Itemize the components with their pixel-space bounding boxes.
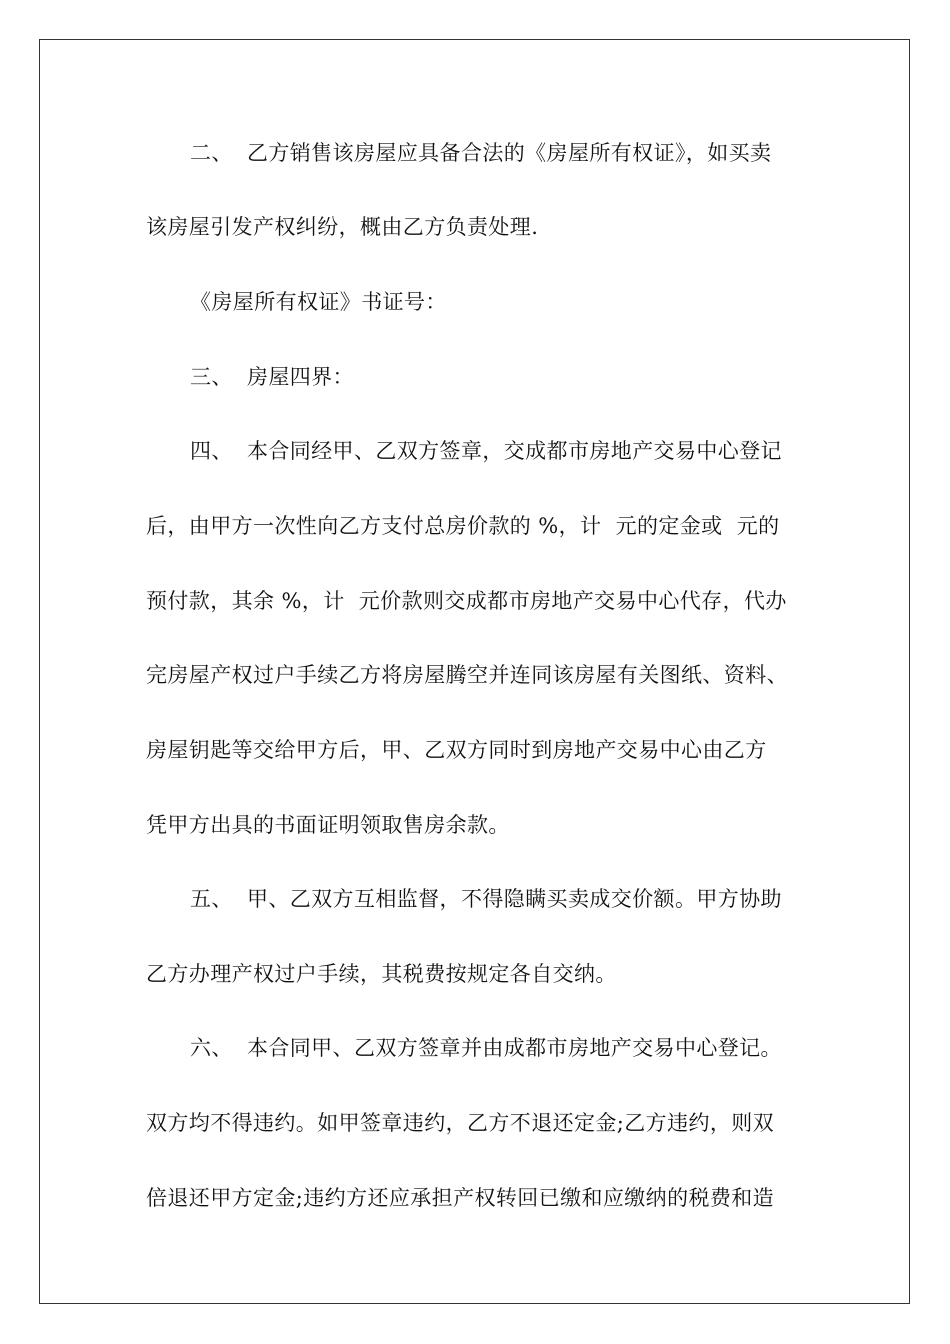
certificate-number-line: 《房屋所有权证》书证号： <box>190 290 447 314</box>
clause-4-line-2: 后，由甲方一次性向乙方支付总房价款的 %，计 元的定金或 元的 <box>146 514 780 538</box>
clause-6-line-1: 六、 本合同甲、乙双方签章并由成都市房地产交易中心登记。 <box>190 1036 782 1060</box>
clause-4-line-6: 凭甲方出具的书面证明领取售房余款。 <box>146 813 510 837</box>
clause-4-line-4: 完房屋产权过户手续乙方将房屋腾空并连同该房屋有关图纸、资料、 <box>146 663 788 687</box>
clause-4-line-5: 房屋钥匙等交给甲方后，甲、乙双方同时到房地产交易中心由乙方 <box>146 738 767 762</box>
clause-6-line-3: 倍退还甲方定金;违约方还应承担产权转回已缴和应缴纳的税费和造 <box>146 1186 775 1210</box>
clause-4-line-1: 四、 本合同经甲、乙双方签章，交成都市房地产交易中心登记 <box>190 439 782 463</box>
clause-6-line-2: 双方均不得违约。如甲签章违约，乙方不退还定金;乙方违约，则双 <box>146 1111 775 1135</box>
clause-2-line-1: 二、 乙方销售该房屋应具备合法的《房屋所有权证》，如买卖 <box>190 141 772 165</box>
clause-4-line-3: 预付款，其余 %，计 元价款则交成都市房地产交易中心代存，代办 <box>146 589 787 613</box>
clause-3-line-1: 三、 房屋四界： <box>190 365 354 389</box>
clause-5-line-1: 五、 甲、乙双方互相监督，不得隐瞒买卖成交价额。甲方协助 <box>190 887 782 911</box>
clause-2-line-2: 该房屋引发产权纠纷，概由乙方负责处理. <box>146 215 539 239</box>
clause-5-line-2: 乙方办理产权过户手续，其税费按规定各自交纳。 <box>146 962 617 986</box>
